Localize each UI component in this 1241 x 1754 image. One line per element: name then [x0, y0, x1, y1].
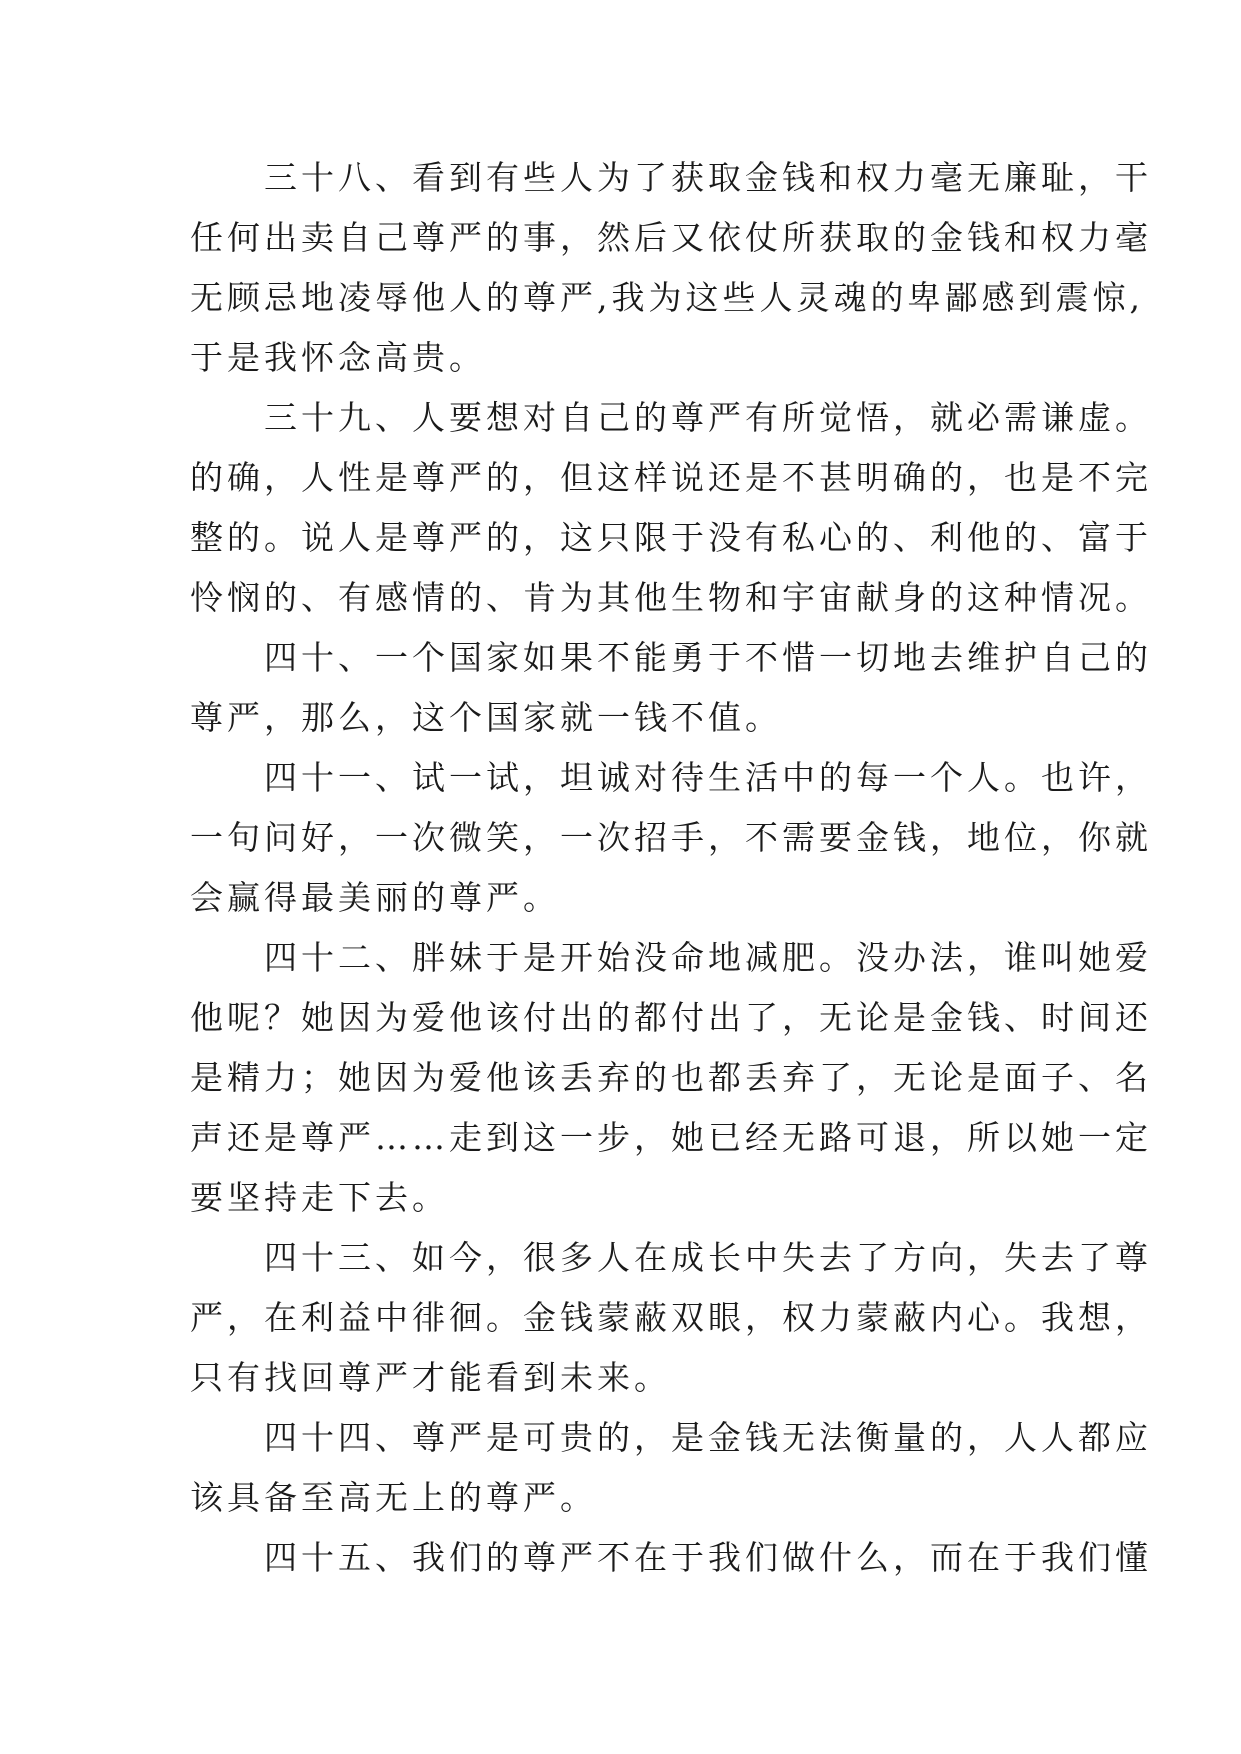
text-line: 尊严，那么，这个国家就一钱不值。: [190, 698, 782, 737]
text-line: 四十一、试一试，坦诚对待生活中的每一个人。也许，: [190, 758, 1152, 797]
text-line: 严，在利益中徘徊。金钱蒙蔽双眼，权力蒙蔽内心。我想，: [190, 1298, 1152, 1337]
text-line: 三十八、看到有些人为了获取金钱和权力毫无廉耻，干: [190, 158, 1152, 197]
text-line: 该具备至高无上的尊严。: [190, 1478, 597, 1517]
text-line: 整的。说人是尊严的，这只限于没有私心的、利他的、富于: [190, 518, 1152, 557]
document-body: [190, 148, 1152, 1588]
text-line: 一句问好，一次微笑，一次招手，不需要金钱，地位，你就: [190, 818, 1152, 857]
text-line: 四十三、如今，很多人在成长中失去了方向，失去了尊: [190, 1238, 1152, 1277]
text-line: 的确，人性是尊严的，但这样说还是不甚明确的，也是不完: [190, 458, 1152, 497]
text-line: 是精力；她因为爱他该丢弃的也都丢弃了，无论是面子、名: [190, 1058, 1152, 1097]
text-line: 会赢得最美丽的尊严。: [190, 878, 560, 917]
text-line: 四十、一个国家如果不能勇于不惜一切地去维护自己的: [190, 638, 1152, 677]
text-line: 只有找回尊严才能看到未来。: [190, 1358, 671, 1397]
paragraph-44: [190, 1408, 1152, 1528]
paragraph-39: [190, 388, 1152, 628]
text-line: 声还是尊严……走到这一步，她已经无路可退，所以她一定: [190, 1118, 1152, 1157]
paragraph-43: [190, 1228, 1152, 1408]
paragraph-41: [190, 748, 1152, 928]
text-line: 于是我怀念高贵。: [190, 338, 486, 377]
text-line: 怜悯的、有感情的、肯为其他生物和宇宙献身的这种情况。: [190, 578, 1152, 617]
paragraph-45: [190, 1528, 1152, 1588]
text-line: 三十九、人要想对自己的尊严有所觉悟，就必需谦虚。: [190, 398, 1152, 437]
paragraph-38: [190, 148, 1152, 388]
text-line: 他呢？她因为爱他该付出的都付出了，无论是金钱、时间还: [190, 998, 1152, 1037]
text-line: 四十二、胖妹于是开始没命地减肥。没办法，谁叫她爱: [190, 938, 1152, 977]
text-line: 四十五、我们的尊严不在于我们做什么，而在于我们懂: [190, 1538, 1152, 1577]
paragraph-40: [190, 628, 1152, 748]
paragraph-42: [190, 928, 1152, 1228]
text-line: 四十四、尊严是可贵的，是金钱无法衡量的，人人都应: [190, 1418, 1152, 1457]
text-line: 任何出卖自己尊严的事，然后又依仗所获取的金钱和权力毫: [190, 218, 1152, 257]
text-line: 无顾忌地凌辱他人的尊严,我为这些人灵魂的卑鄙感到震惊,: [190, 278, 1144, 317]
text-line: 要坚持走下去。: [190, 1178, 449, 1217]
